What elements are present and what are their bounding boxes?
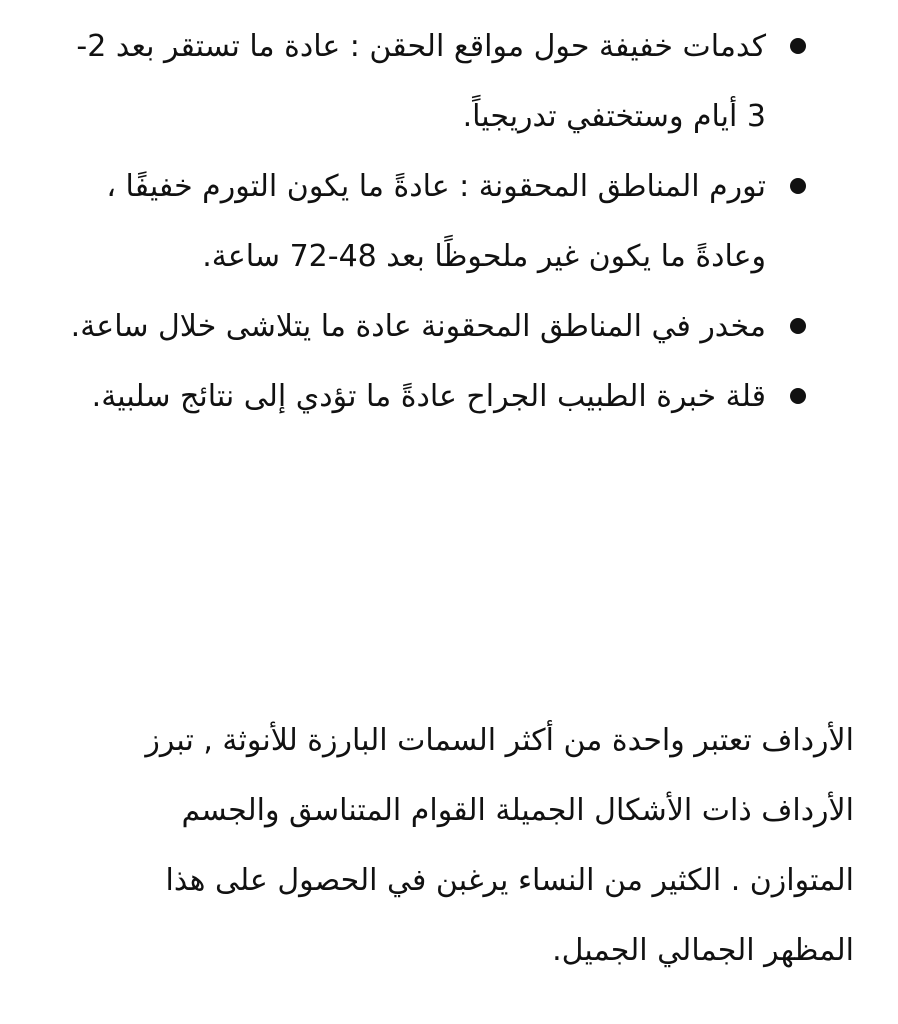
list-item (66, 292, 766, 362)
bullet-dot-icon (790, 38, 806, 54)
list-item-text: مخدر في المناطق المحقونة عادة ما يتلاشى خلال ساعة. (70, 309, 766, 344)
list-item (66, 362, 766, 432)
list-item (66, 152, 766, 292)
list-item-text: قلة خبرة الطبيب الجراح عادةً ما تؤدي إلى نتائج سلبية. (91, 379, 766, 414)
list-item-text: كدمات خفيفة حول مواقع الحقن : عادة ما تستقر بعد 2-3 أيام وستختفي تدريجياً. (76, 29, 766, 134)
bullet-dot-icon (790, 178, 806, 194)
bullet-dot-icon (790, 318, 806, 334)
list-item (66, 12, 766, 152)
bullet-dot-icon (790, 388, 806, 404)
list-item-text: تورم المناطق المحقونة : عادةً ما يكون التورم خفيفًا ، وعادةً ما يكون غير ملحوظًا بعد 48-72 ساعة. (106, 169, 766, 274)
body-paragraph: الأرداف تعتبر واحدة من أكثر السمات البارزة للأنوثة , تبرز الأرداف ذات الأشكال الجميلة القوام المتناسق والجسم المتوازن . الكثير من النساء يرغبن في الحصول على هذا المظهر الجمالي الجميل. (145, 723, 854, 968)
side-effects-list (66, 12, 810, 432)
